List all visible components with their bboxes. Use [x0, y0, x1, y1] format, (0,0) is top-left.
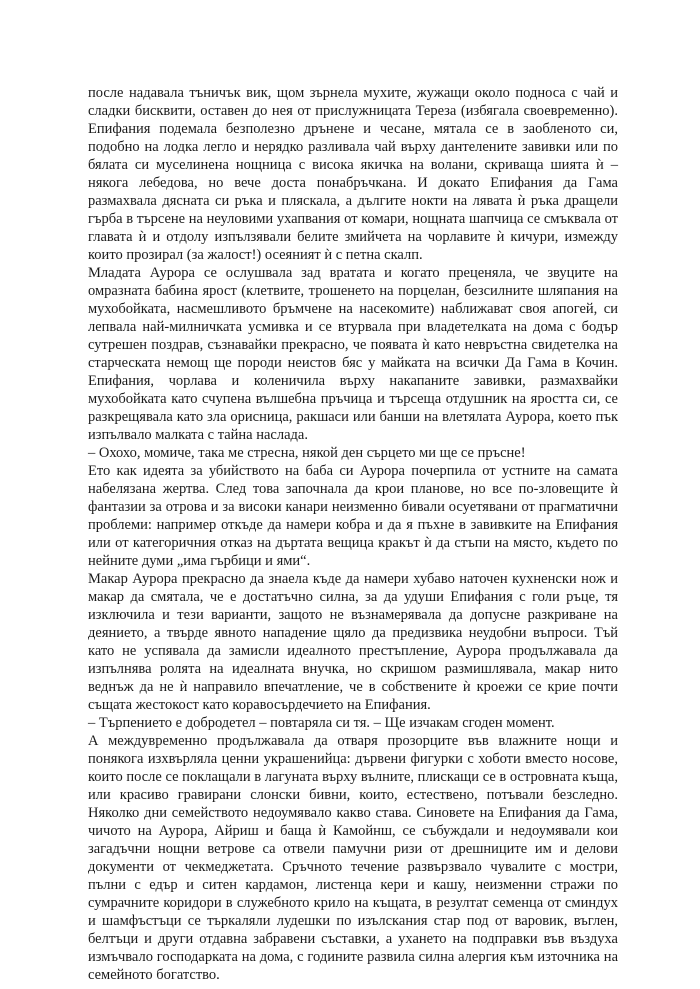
paragraph: после надавала тъничък вик, щом зърнела мухите, жужащи около подноса с чай и сладки бисквити, оставен до нея от прислужницата Тереза (избягала своевременно). Епифания подемала безполезно дрънене и чесане, мятала се в заобленото си, подобно на лодка легло и нерядко разливала чай върху дантелените завивки или по бялата си муселинена нощница с висока якичка на волани, скриваща шията ѝ – някога лебедова, но вече доста понабръчкана. И докато Епифания да Гама размахвала дясната си ръка и пляскала, а дългите нокти на лявата ѝ ръка дращели гърба в търсене на неуловими ухапвания от комари, нощната шапчица се смъквала от главата ѝ и отдолу изпълзявали белите змийчета на чорлавите ѝ кичури, измежду които прозирал (за жалост!) осеяният ѝ с петна скалп. [88, 85, 618, 263]
paragraph: Ето как идеята за убийството на баба си Аурора почерпила от устните на самата набелязана жертва. След това започнала да крои планове, но все по-зловещите ѝ фантазии за отрова и за високи канари неизменно бивали осуетявани от прагматични проблеми: например откъде да намери кобра и да я пъхне в завивките на Епифания или от категоричния отказ на дъртата вещица кракът ѝ да стъпи на място, където по нейните думи „има гърбици и ями“. [88, 463, 618, 569]
dialogue-line: – Охохо, момиче, така ме стресна, някой ден сърцето ми ще се пръсне! [88, 445, 526, 461]
paragraph: Макар Аурора прекрасно да знаела къде да намери хубаво наточен кухненски нож и макар да смятала, че е достатъчно силна, за да удуши Епифания с голи ръце, тя изключила и тези варианти, защото не възнамерявала да допусне разкриване на деянието, а твърде явното нападение щяло да предизвика неудобни въпроси. Тъй като не успявала да замисли идеалното престъпление, Аурора продължавала да изпълнява ролята на идеалната внучка, но скришом размишлявала, макар нито веднъж да не ѝ направило впечатление, че в собствените ѝ кроежи се крие почти същата жестокост като коравосърдечието на Епифания. [88, 571, 618, 713]
paragraph: Младата Аурора се ослушвала зад вратата и когато преценяла, че звуците на омразната бабина ярост (клетвите, трошенето на порцелан, безсилните шляпания на мухобойката, насмешливото бръмчене на насекомите) наближават своя апогей, си лепвала най-милничката усмивка и се втурвала при владетелката на дома с бодър сутрешен поздрав, съзнавайки прекрасно, че появата ѝ като невръстна свидетелка на старческата немощ ще породи неистов бяс у майката на всички Да Гама в Кочин. Епифания, чорлава и коленичила върху накапаните завивки, размахвайки мухобойката като счупена вълшебна пръчица и търсеща отдушник на яростта си, се разкрещявала като зла орисница, ракшаси или банши на влетялата Аурора, което пък изпълвало малката с тайна наслада. [88, 265, 618, 443]
dialogue-line: – Търпението е добродетел – повтаряла си тя. – Ще изчакам сгоден момент. [88, 715, 555, 731]
paragraph: А междувременно продължавала да отваря прозорците във влажните нощи и понякога изхвърляла ценни украшенийца: дървени фигурки с хоботи вместо носове, които после се поклащали в лагуната върху вълните, плискащи се в островната къща, или красиво гравирани слонски бивни, които, естествено, потъвали безследно. Няколко дни семейството недоумявало какво става. Синовете на Епифания да Гама, чичото на Аурора, Айриш и баща ѝ Камойнш, се събуждали и недоумявали кои загадъчни нощни ветрове са отвели памучни ризи от дрешниците им и делови документи от чекмеджетата. Сръчното течение развързвало чувалите с мостри, пълни с едър и ситен кардамон, листенца кери и кашу, неизменни стражи по сумрачните коридори в служебното крило на къщата, в резултат семенца от сминдух и шамфъстъци се търкаляли лудешки по изълскания стар под от варовик, въглен, белтъци и други отдавна забравени съставки, а ухането на подправки във въздуха измъчвало господарката на дома, с годините развила силна алергия към източника на семейното богатство. [88, 733, 618, 983]
text-body [88, 84, 618, 984]
